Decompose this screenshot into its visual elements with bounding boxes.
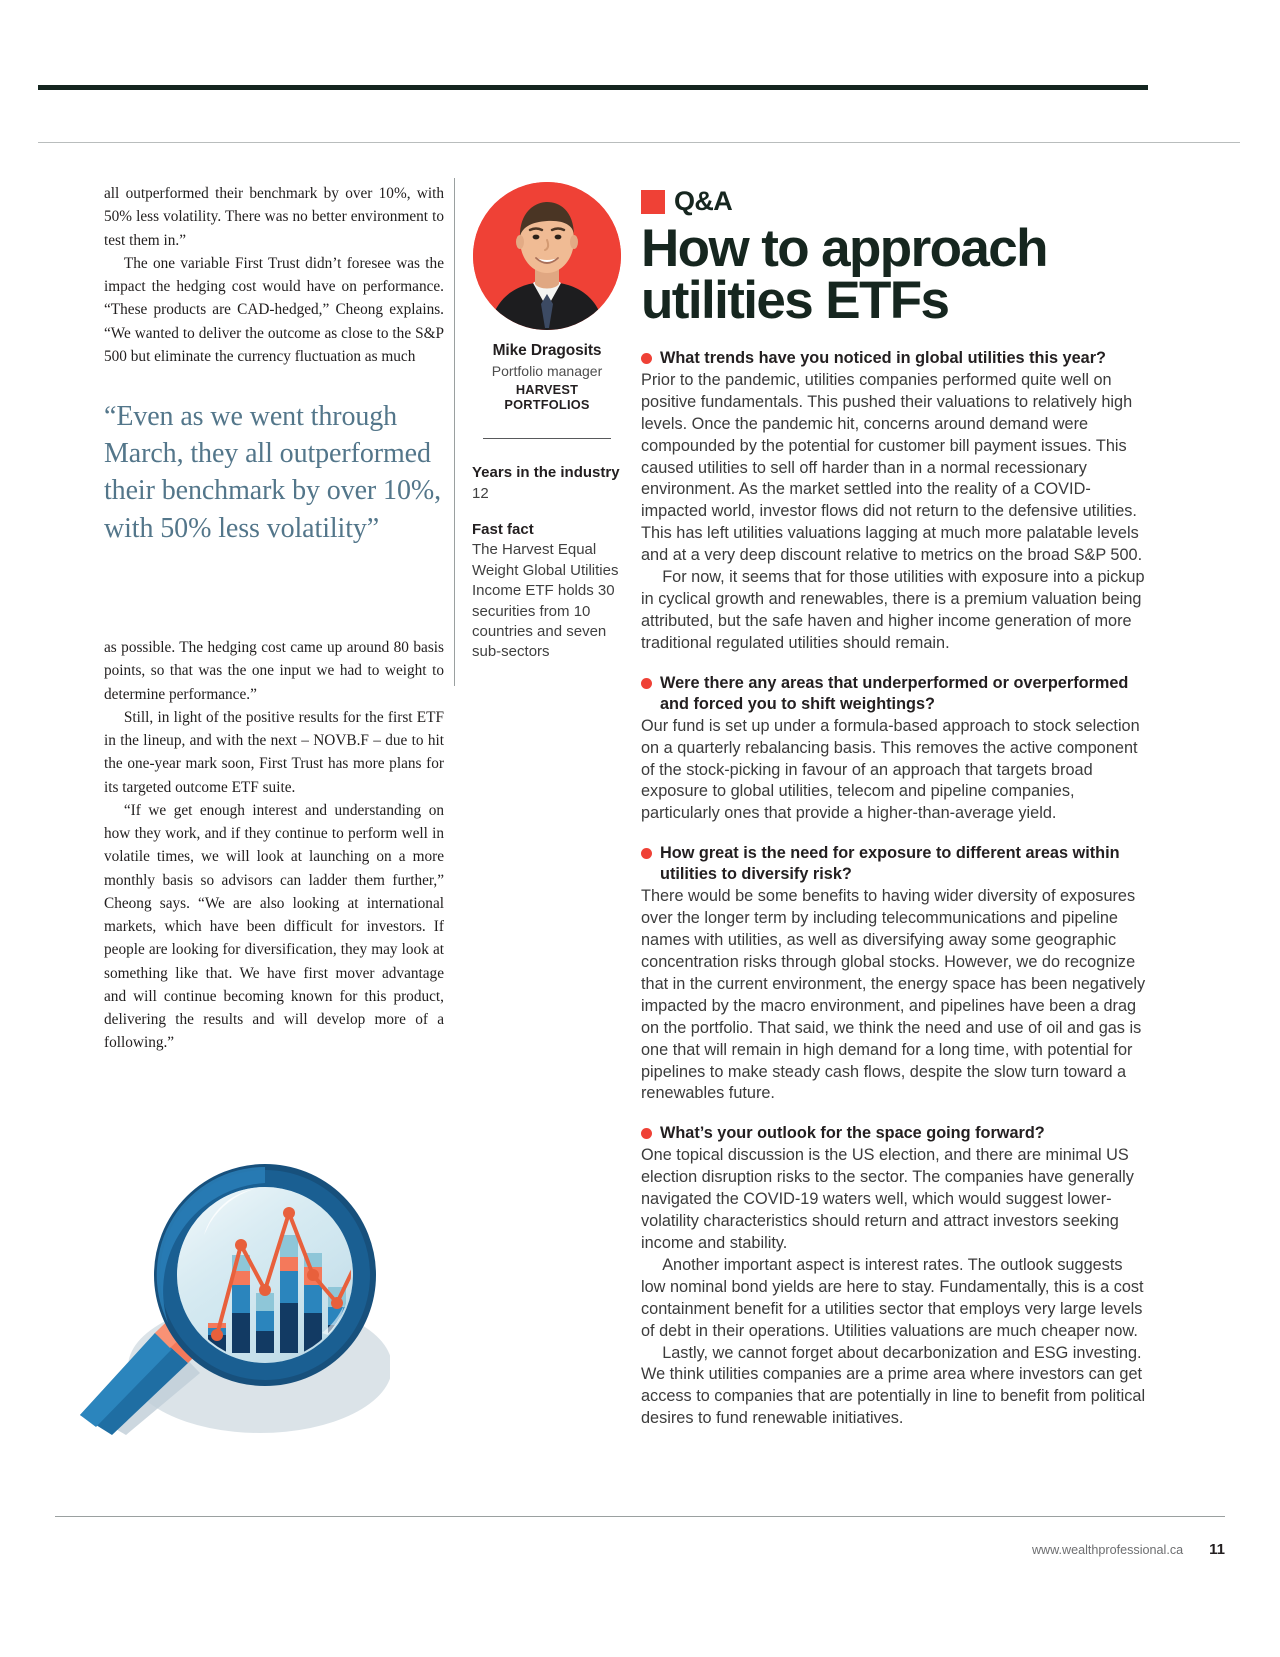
left-column-lower	[104, 636, 444, 1055]
qa-item	[641, 1123, 1149, 1430]
qa-question	[641, 348, 1149, 369]
qa-answer-paragraph: There would be some benefits to having wider diversity of exposures over the longer term by including telecommunications and pipeline names with utilities, as well as diversifying away some geographic concentration risks through global stocks. However, we do recognize that in the current environment, the energy space has been negatively impacted by the macro environment, and pipelines have been a drag on the portfolio. That said, we think the need and use of oil and gas is one that will remain in high demand for a long time, with potential for pipelines to make steady cash flows, despite the slow turn toward a renewables future.	[641, 887, 1146, 1103]
qa-answer-paragraph: Another important aspect is interest rates. The outlook suggests low nominal bond yields are here to stay. Fundamentally, this is a cost containment benefit for a utilities sector that employs very large levels of debt in their operations. Utilities valuations are much cheaper now.	[641, 1255, 1144, 1340]
qa-answer-paragraph: One topical discussion is the US election, and there are minimal US election disruption risks to the sector. The companies have generally navigated the COVID-19 waters well, which would suggest lower-volatility characteristics should return and attract investors seeking income and stability.	[641, 1146, 1134, 1253]
fact-label: Years in the industry	[472, 464, 620, 481]
top-thin-rule	[38, 142, 1240, 143]
qa-answer	[641, 886, 1149, 1105]
qa-answer	[641, 1145, 1149, 1430]
qa-answer-paragraph: For now, it seems that for those utilities with exposure into a pickup in cyclical growth and renewables, there is a premium valuation being attributed, but the safe haven and higher income generation of more traditional regulated utilities should remain.	[641, 568, 1145, 652]
qa-answer	[641, 370, 1149, 655]
left-paragraph: Still, in light of the positive results for the first ETF in the lineup, and with the next – NOVB.F – due to hit the one-year mark soon, First Trust has more plans for its targeted outcome ETF suite.	[104, 708, 444, 796]
qa-item	[641, 348, 1149, 655]
qa-question-text: What trends have you noticed in global utilities this year?	[660, 348, 1106, 367]
footer-rule	[55, 1516, 1225, 1517]
fact-fast-fact	[472, 520, 622, 663]
column-divider	[454, 178, 455, 686]
page-title: How to approach utilities ETFs	[641, 219, 1047, 331]
qa-question-text: How great is the need for exposure to different areas within utilities to diversify risk?	[660, 844, 1120, 884]
red-dot-icon	[641, 1128, 652, 1139]
left-paragraph: as possible. The hedging cost came up around 80 basis points, so that was the one input we had to weight to determine performance.”	[104, 639, 444, 703]
left-paragraph: all outperformed their benchmark by over 10%, with 50% less volatility. There was no better environment to test them in.”	[104, 185, 444, 249]
fact-label: Fast fact	[472, 520, 534, 538]
qa-item	[641, 673, 1149, 826]
profile-column	[472, 182, 622, 663]
section-kicker	[641, 186, 1149, 217]
spacer	[472, 504, 622, 520]
profile-name: Mike Dragosits	[492, 342, 602, 359]
top-thick-rule	[38, 85, 1148, 90]
qa-question	[641, 673, 1149, 715]
fact-value: The Harvest Equal Weight Global Utilities Income ETF holds 30 securities from 10 countries and seven sub-sectors	[472, 541, 619, 661]
red-dot-icon	[641, 353, 652, 364]
article-column	[641, 186, 1149, 1448]
red-dot-icon	[641, 848, 652, 859]
red-square-icon	[641, 190, 665, 214]
left-paragraph: “If we get enough interest and understanding on how they work, and if they continue to perform well in volatile times, we will look at launching on a more monthly basis so advisors can ladder them further,” Cheong says. “We are also looking at international markets, which have been difficult for investors. If people are looking for diversification, they may look at something like that. We have first mover advantage and will continue becoming known for this product, delivering the results and will develop more of a following.”	[104, 801, 444, 1052]
profile-separator	[483, 438, 611, 439]
qa-question	[641, 1123, 1149, 1144]
avatar	[473, 182, 621, 330]
qa-answer-paragraph: Prior to the pandemic, utilities companies performed quite well on positive fundamentals. This pushed their valuations to relatively high levels. Once the pandemic hit, concerns around demand were compounded by the potential for customer bill payment issues. This caused utilities to sell off harder than in a normal recessionary environment. As the market settled into the reality of a COVID-impacted world, investor flows did not return to the defensive utilities. This has left utilities valuations lagging at much more palatable levels and at a very deep discount relative to metrics on the broad S&P 500.	[641, 370, 1143, 565]
page-number: 11	[1209, 1541, 1225, 1558]
qa-item	[641, 843, 1149, 1105]
page-footer	[0, 1541, 1280, 1558]
qa-answer	[641, 716, 1149, 826]
kicker-label: Q&A	[674, 186, 733, 216]
footer-website[interactable]: www.wealthprofessional.ca	[1031, 1543, 1184, 1557]
qa-answer-paragraph: Our fund is set up under a formula-based approach to stock selection on a quarterly rebalancing basis. This removes the active component of the stock-picking in favour of an approach that targets broad exposure to global utilities, telecom and pipeline companies, particularly ones that provide a higher-than-average yield.	[641, 716, 1140, 823]
qa-question-text: Were there any areas that underperformed or overperformed and forced you to shift weightings?	[660, 673, 1129, 713]
profile-role: Portfolio manager	[491, 363, 603, 379]
fact-years	[472, 463, 622, 504]
profile-firm: HARVEST PORTFOLIOS	[504, 382, 590, 412]
qa-question	[641, 843, 1149, 885]
portrait-photo	[473, 182, 621, 330]
left-paragraph: The one variable First Trust didn’t foresee was the impact the hedging cost would have on performance. “These products are CAD-hedged,” Cheong explains. “We wanted to deliver the outcome as close to the S&P 500 but eliminate the currency fluctuation as much	[104, 254, 444, 365]
magnifying-glass-chart-illustration	[60, 1135, 390, 1435]
qa-question-text: What’s your outlook for the space going forward?	[660, 1124, 1045, 1143]
qa-answer-paragraph: Lastly, we cannot forget about decarbonization and ESG investing. We think utilities companies are a prime area where investors can get access to companies that are potentially in line to benefit from political desires to fund renewable initiatives.	[641, 1343, 1146, 1428]
left-column	[104, 182, 444, 575]
pull-quote: “Even as we went through March, they all outperformed their benchmark by over 10%, with 50% less volatility”	[104, 401, 441, 544]
red-dot-icon	[641, 678, 652, 689]
fact-value: 12	[472, 484, 489, 502]
